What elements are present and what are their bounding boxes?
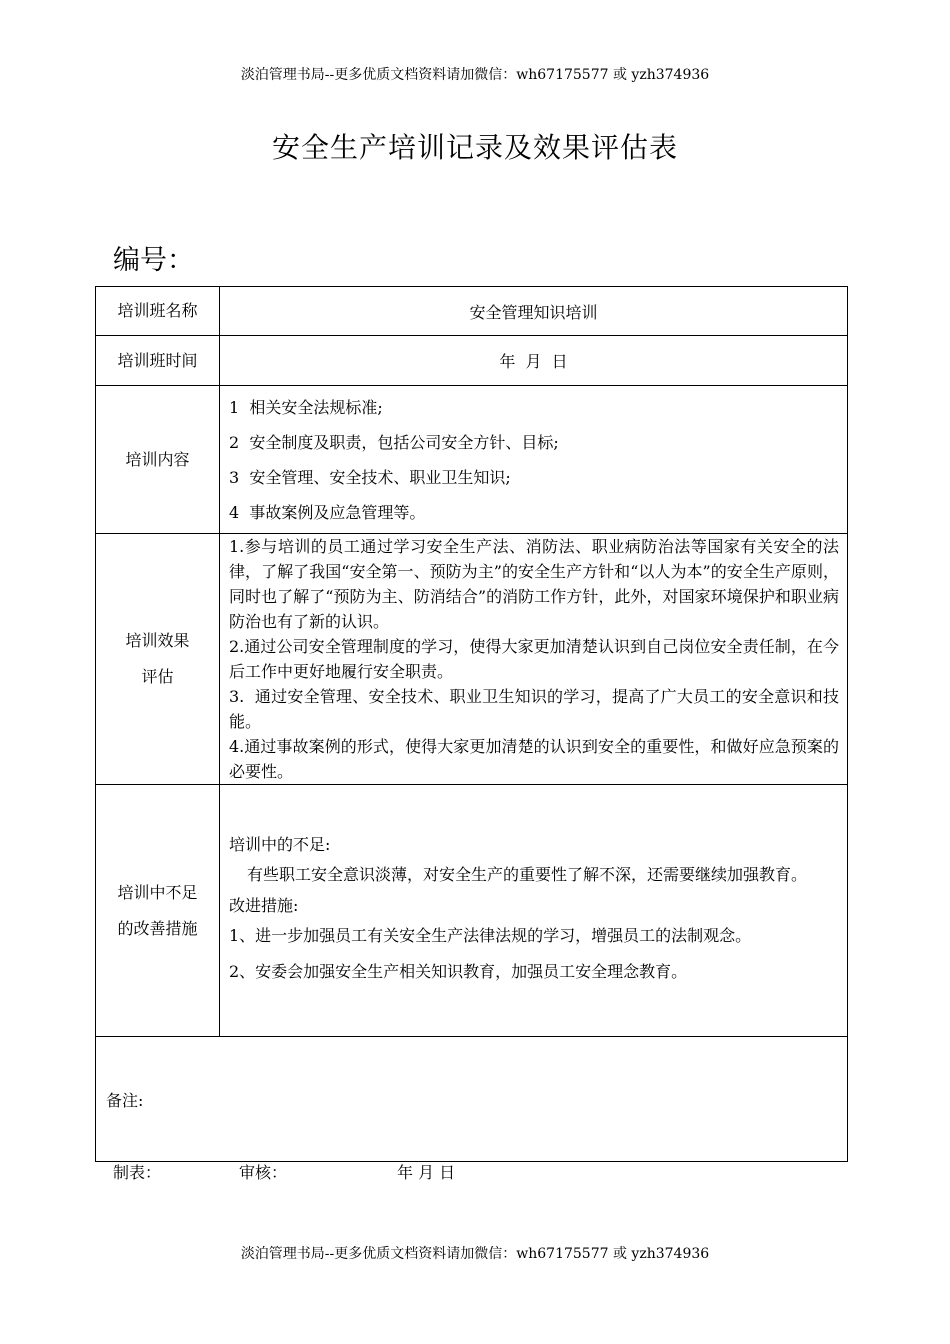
improve-label-line1: 培训中不足	[117, 882, 198, 902]
measure-item: 1、进一步加强员工有关安全生产法律法规的学习，增强员工的法制观念。	[229, 925, 752, 945]
row-content	[96, 386, 848, 534]
content-item: 3 安全管理、安全技术、职业卫生知识;	[229, 468, 511, 487]
row-class-time	[96, 336, 848, 386]
class-time-label: 培训班时间	[96, 336, 220, 386]
measures-heading: 改进措施:	[229, 895, 299, 915]
effect-cell	[220, 534, 848, 785]
signature-date: 年 月 日	[397, 1163, 456, 1182]
effect-label	[96, 534, 220, 785]
shortfall-text: 有些职工安全意识淡薄，对安全生产的重要性了解不深，还需要继续加强教育。	[247, 864, 808, 884]
content-item: 2 安全制度及职责，包括公司安全方针、目标;	[229, 433, 559, 452]
remark-cell	[96, 1037, 848, 1162]
class-time-value: 年 月 日	[220, 336, 848, 386]
effect-label-line1: 培训效果	[125, 631, 190, 650]
effect-label-line2: 评估	[141, 667, 174, 686]
class-name-label: 培训班名称	[96, 287, 220, 336]
measure-item: 2、安委会加强安全生产相关知识教育，加强员工安全理念教育。	[229, 961, 688, 981]
class-name-value: 安全管理知识培训	[220, 287, 848, 336]
content-label: 培训内容	[96, 386, 220, 534]
effect-paragraph: 3. 通过安全管理、安全技术、职业卫生知识的学习，提高了广大员工的安全意识和技能。	[229, 687, 839, 731]
document-title: 安全生产培训记录及效果评估表	[271, 131, 678, 164]
improve-label	[96, 785, 220, 1037]
improve-cell	[220, 785, 848, 1037]
row-class-name	[96, 287, 848, 336]
page-header: 淡泊管理书局--更多优质文档资料请加微信：wh67175577 或 yzh374936	[240, 67, 710, 83]
serial-number-label: 编号：	[113, 245, 194, 276]
row-remark	[96, 1037, 848, 1162]
effect-paragraph: 1.参与培训的员工通过学习安全生产法、消防法、职业病防治法等国家有关安全的法律，了解了我国“安全第一、预防为主”的安全生产方针和“以人为本”的安全生产原则，同时也了解了“预防为主、防消结合”的消防工作方针，此外，对国家环境保护和职业病防治也有了新的认识。	[229, 537, 839, 631]
training-record-table	[95, 286, 848, 1162]
effect-paragraph: 2.通过公司安全管理制度的学习，使得大家更加清楚认识到自己岗位安全责任制，在今后工作中更好地履行安全职责。	[229, 637, 839, 681]
prepared-by-label: 制表：	[113, 1163, 162, 1182]
row-effect	[96, 534, 848, 785]
content-list	[220, 389, 847, 530]
page-footer: 淡泊管理书局--更多优质文档资料请加微信：wh67175577 或 yzh374936	[240, 1246, 710, 1262]
reviewed-by-label: 审核：	[239, 1163, 288, 1182]
effect-text	[220, 534, 847, 784]
content-item: 1 相关安全法规标准;	[229, 398, 383, 417]
shortfall-heading: 培训中的不足:	[229, 834, 331, 854]
content-item: 4 事故案例及应急管理等。	[229, 503, 426, 522]
effect-paragraph: 4.通过事故案例的形式，使得大家更加清楚的认识到安全的重要性，和做好应急预案的必要性。	[229, 737, 839, 781]
content-cell	[220, 386, 848, 534]
row-improve	[96, 785, 848, 1037]
improve-label-line2: 的改善措施	[117, 918, 198, 938]
remark-label: 备注:	[106, 1091, 144, 1110]
improve-text	[220, 832, 847, 990]
